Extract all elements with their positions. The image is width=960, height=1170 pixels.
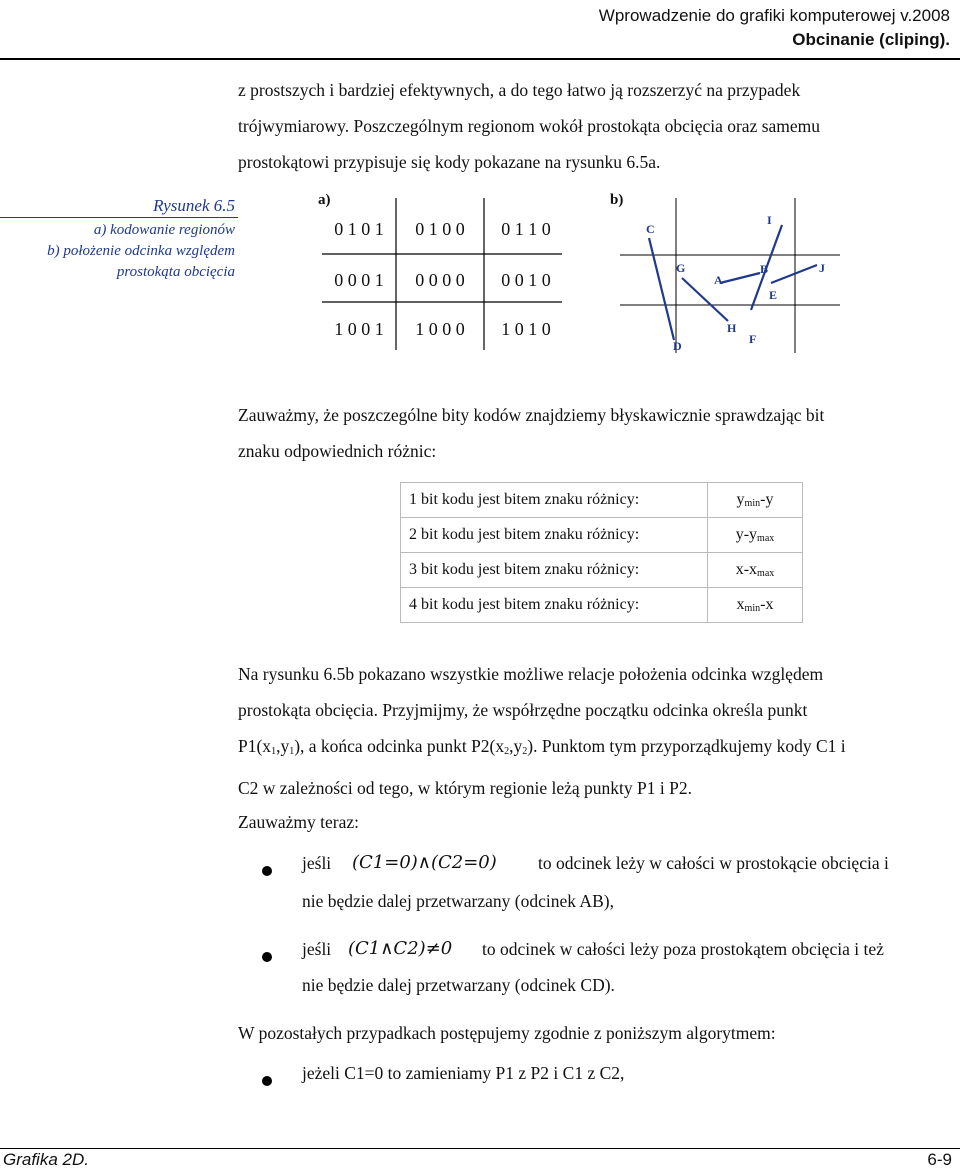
bullet2-line2: nie będzie dalej przetwarzany (odcinek CD).	[302, 975, 615, 995]
point-label-e: E	[769, 288, 778, 302]
region-code: 1 0 1 0	[501, 319, 551, 339]
paragraph-line: znaku odpowiednich różnic:	[238, 441, 437, 461]
figure-a-region-codes	[322, 198, 562, 350]
point-label-j: J	[819, 261, 825, 275]
footer-rule	[0, 1148, 960, 1149]
paragraph-note: Zauważmy teraz:	[238, 812, 359, 832]
bullet-dot	[262, 1076, 272, 1086]
bit-sign-table	[400, 482, 803, 623]
bullet1-formula: (C1=0)∧(C2=0)	[352, 852, 497, 873]
figure-b-segment-positions	[620, 198, 840, 353]
footer-chapter: Grafika 2D.	[3, 1150, 89, 1169]
paragraph-line: prostokąta obcięcia. Przyjmijmy, że współrzędne początku odcinka określa punkt	[238, 700, 808, 720]
region-code: 0 1 1 0	[501, 219, 551, 239]
figure-caption-line: b) położenie odcinka względem	[47, 243, 235, 259]
point-label-i: I	[767, 213, 772, 227]
point-label-f: F	[749, 332, 757, 346]
intro-line: prostokątowi przypisuje się kody pokazane na rysunku 6.5a.	[238, 152, 661, 172]
figure-b-label: b)	[610, 192, 624, 208]
region-code: 0 0 1 0	[501, 270, 551, 290]
paragraph-bits	[238, 397, 950, 469]
table-cell-label: 1 bit kodu jest bitem znaku różnicy:	[401, 483, 708, 518]
table-cell-value: $y_{min}-y$	[708, 483, 803, 518]
table-cell-label: 2 bit kodu jest bitem znaku różnicy:	[401, 518, 708, 553]
point-label-c: C	[646, 222, 655, 236]
table-cell-label: 4 bit kodu jest bitem znaku różnicy:	[401, 588, 708, 623]
intro-line: trójwymiarowy. Poszczególnym regionom wokół prostokąta obcięcia oraz samemu	[238, 116, 821, 136]
intro-paragraph	[238, 72, 950, 180]
bullet3-text: jeżeli C1=0 to zamieniamy P1 z P2 i C1 z C2,	[302, 1063, 625, 1083]
bullet1-line2: nie będzie dalej przetwarzany (odcinek AB),	[302, 891, 614, 911]
table-cell-value: $y-y_{max}$	[708, 518, 803, 553]
running-header-title: Wprowadzenie do grafiki komputerowej v.2008	[598, 6, 950, 25]
caption-rule	[0, 217, 238, 218]
table-cell-value: $x_{min}-x$	[708, 588, 803, 623]
bullet-dot	[262, 866, 272, 876]
figure-caption-line: prostokąta obcięcia	[116, 264, 235, 280]
paragraph-algorithm: W pozostałych przypadkach postępujemy zgodnie z poniższym algorytmem:	[238, 1023, 776, 1043]
footer-page-number: 6-9	[927, 1150, 952, 1169]
bullet1-suffix: to odcinek leży w całości w prostokącie obcięcia i	[538, 853, 889, 873]
segment-ab	[720, 273, 760, 283]
point-label-h: H	[727, 321, 737, 335]
bullet1-prefix: jeśli	[302, 853, 332, 873]
running-header-subtitle: Obcinanie (cliping).	[792, 30, 950, 49]
point-label-b: B	[760, 262, 769, 276]
table-row	[401, 588, 803, 623]
region-code: 1 0 0 0	[415, 319, 465, 339]
table-row	[401, 518, 803, 553]
region-code: 0 1 0 1	[334, 219, 384, 239]
point-label-d: D	[673, 339, 682, 353]
intro-line: z prostszych i bardziej efektywnych, a do tego łatwo ją rozszerzyć na przypadek	[238, 80, 801, 100]
bullet2-prefix: jeśli	[302, 939, 332, 959]
paragraph-line: Zauważmy, że poszczególne bity kodów znajdziemy błyskawicznie sprawdzając bit	[238, 405, 825, 425]
segment-cd	[649, 238, 674, 340]
region-code: 0 0 0 0	[415, 270, 465, 290]
table-cell-label: 3 bit kodu jest bitem znaku różnicy:	[401, 553, 708, 588]
bullet-dot	[262, 952, 272, 962]
table-row	[401, 553, 803, 588]
figure-caption-line: a) kodowanie regionów	[93, 222, 235, 238]
paragraph-line: C2 w zależności od tego, w którym regionie leżą punkty P1 i P2.	[238, 778, 692, 798]
paragraph-line: Na rysunku 6.5b pokazano wszystkie możliwe relacje położenia odcinka względem	[238, 664, 824, 684]
region-code: 1 0 0 1	[334, 319, 384, 339]
region-code: 0 0 0 1	[334, 270, 384, 290]
figure-caption-title: Rysunek 6.5	[153, 196, 235, 215]
paragraph-line: $P1(x_1,y_1)$, a końca odcinka punkt $P2(x_2,y_2)$. Punktom tym przyporządkujemy kody C1 i	[238, 736, 846, 757]
table-row	[401, 483, 803, 518]
bullet2-suffix: to odcinek w całości leży poza prostokątem obcięcia i też	[482, 939, 884, 959]
paragraph-relations	[238, 656, 950, 806]
point-label-g: G	[676, 261, 686, 275]
bullet2-formula: (C1∧C2)≠0	[348, 938, 453, 959]
point-label-a: A	[714, 273, 723, 287]
figure-a-label: a)	[318, 192, 331, 208]
region-code: 0 1 0 0	[415, 219, 465, 239]
segment-ej	[771, 265, 817, 283]
header-rule	[0, 58, 960, 60]
table-cell-value: $x-x_{max}$	[708, 553, 803, 588]
